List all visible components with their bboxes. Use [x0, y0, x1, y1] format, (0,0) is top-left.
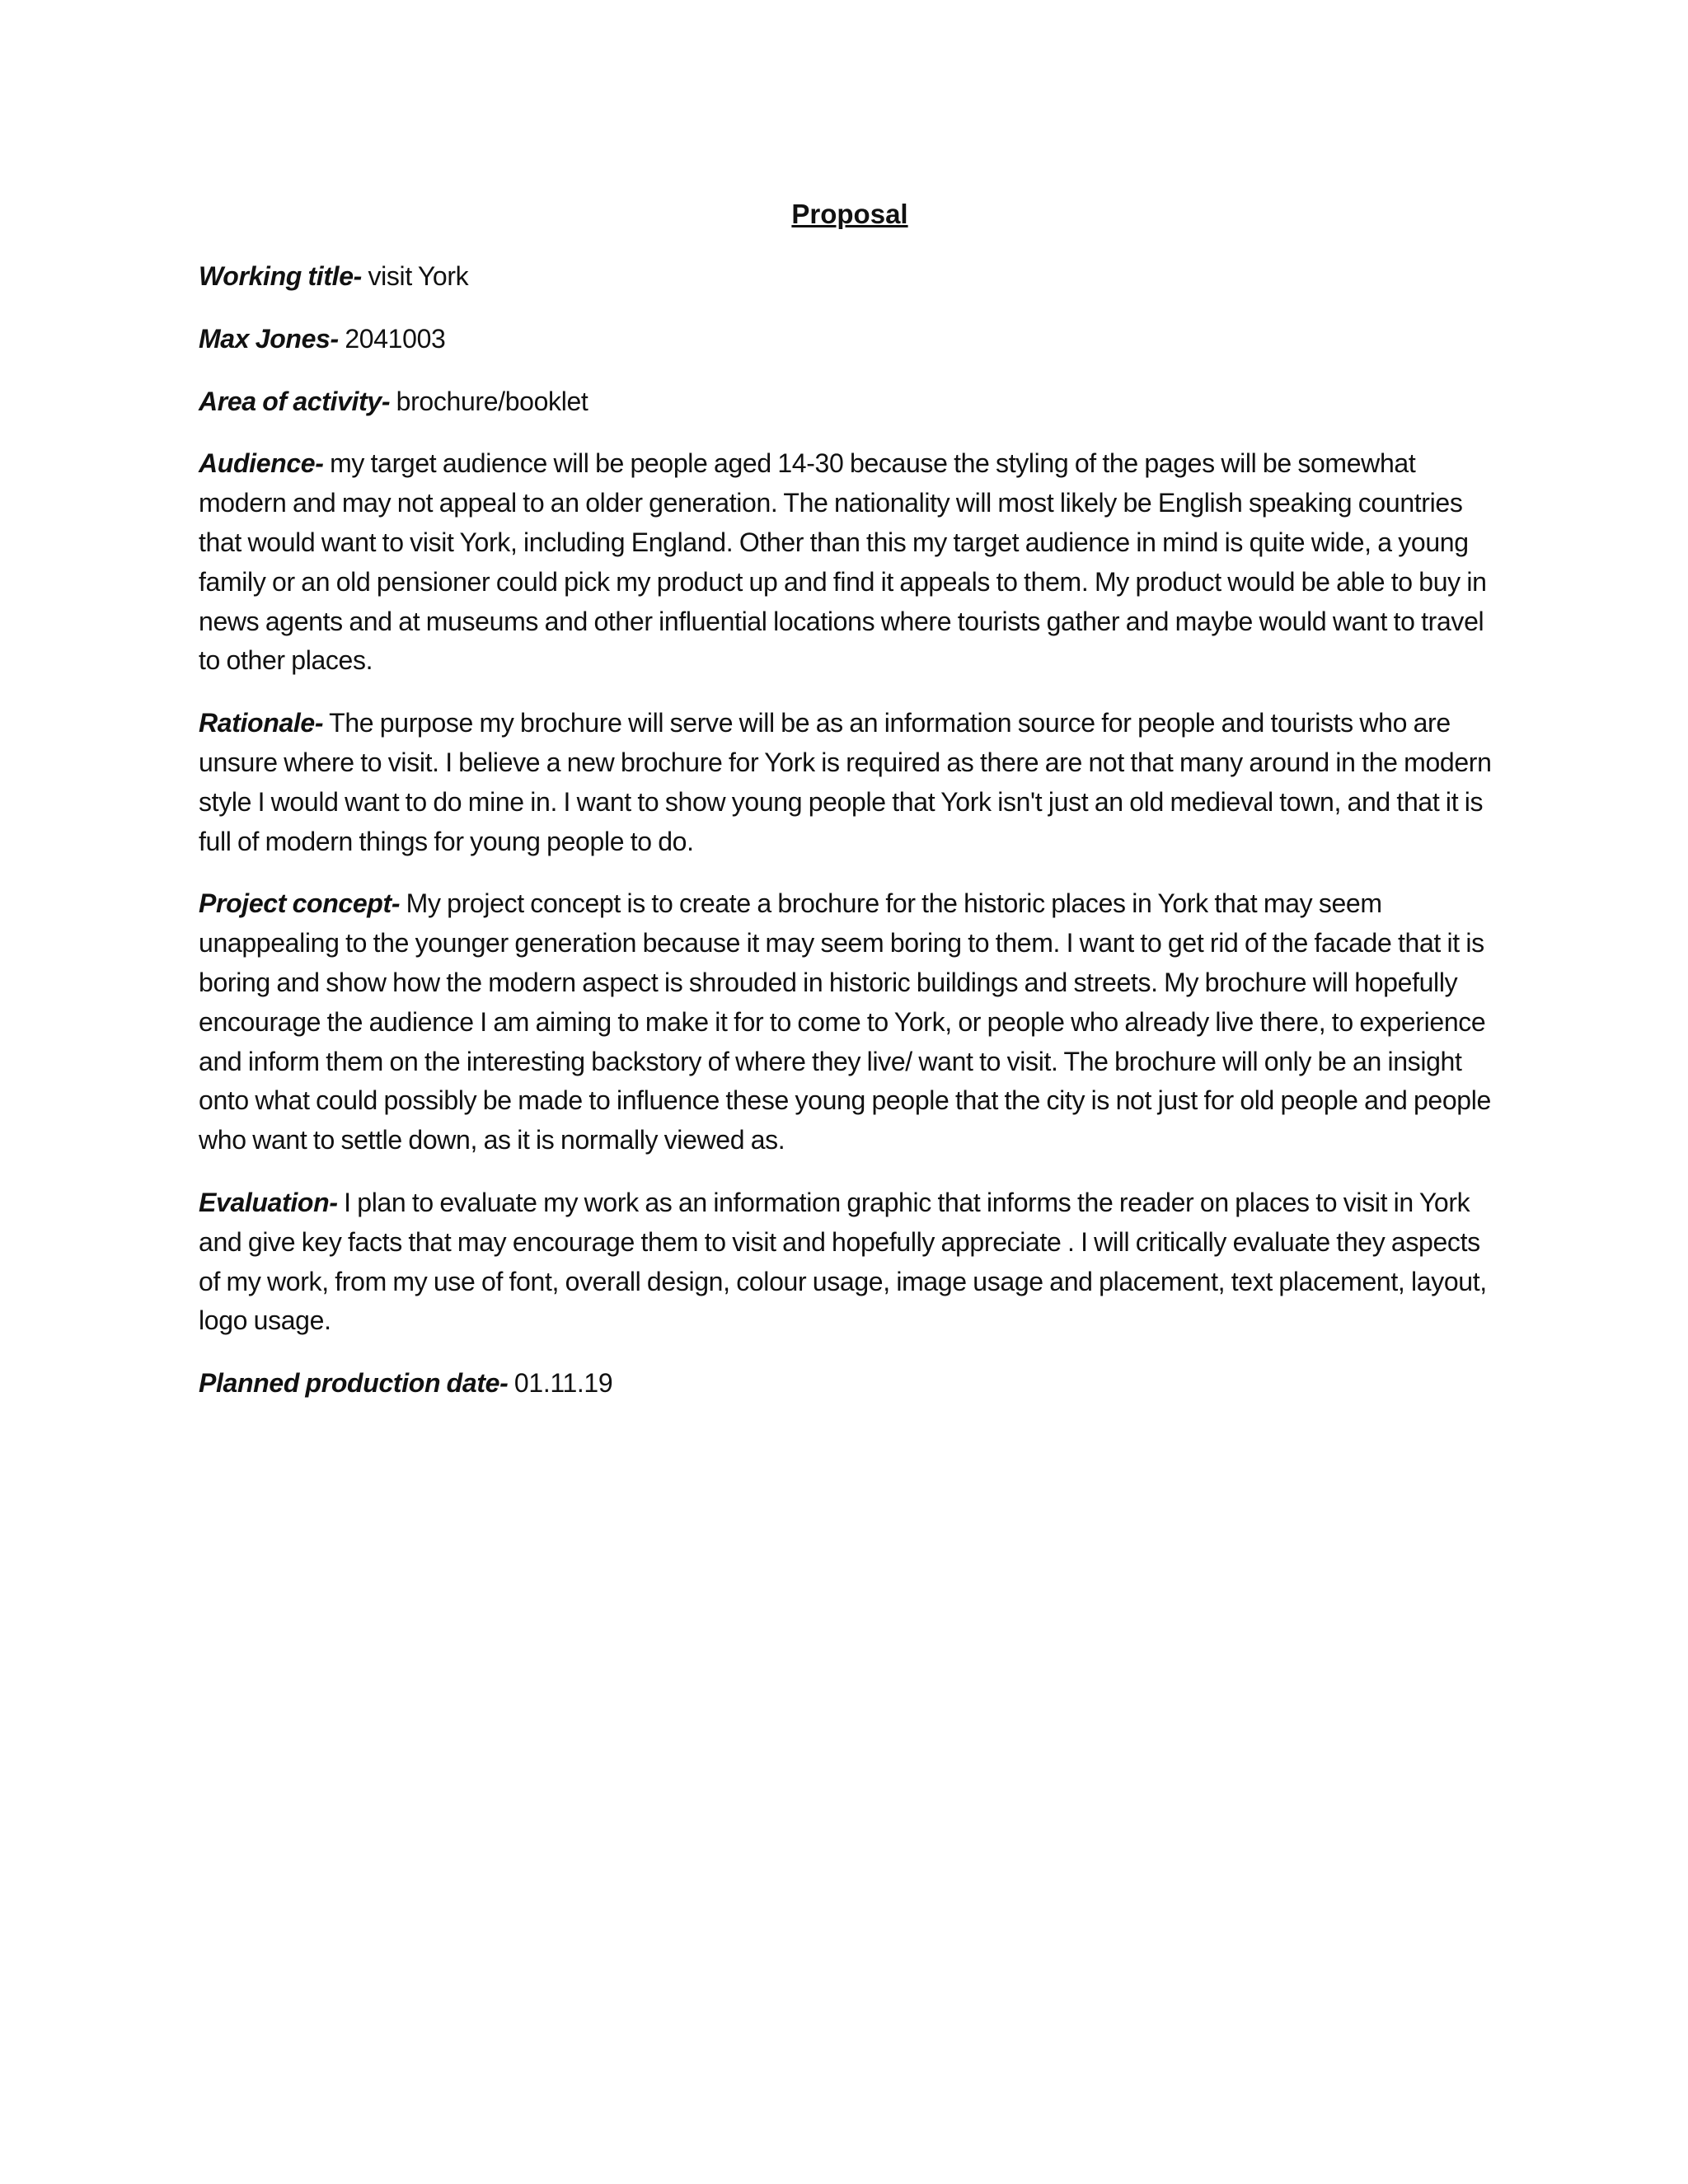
- section-label: Evaluation-: [199, 1187, 338, 1217]
- section-label: Rationale-: [199, 708, 324, 738]
- section-text: I plan to evaluate my work as an information graphic that informs the reader on places to visit in York and give key facts that may encourage them to visit and hopefully appreciate . I will critically evaluate they aspects of my work, from my use of font, overall design, colour usage, image usage and placement, text placement, layout, logo usage.: [199, 1187, 1487, 1336]
- audience-section: [199, 444, 1501, 681]
- working-title-field: [199, 257, 1501, 297]
- author-field: [199, 320, 1501, 359]
- area-of-activity-field: [199, 382, 1501, 422]
- project-concept-section: [199, 884, 1501, 1160]
- field-label: Max Jones-: [199, 323, 339, 354]
- section-label: Project concept-: [199, 888, 401, 919]
- section-text: My project concept is to create a brochure for the historic places in York that may seem unappealing to the younger generation because it may seem boring to them. I want to get rid of the facade that it is boring and show how the modern aspect is shrouded in historic buildings and streets. My brochure will hopefully encourage the audience I am aiming to make it for to come to York, or people who already live there, to experience and inform them on the interesting backstory of where they live/ want to visit. The brochure will only be an insight onto what could possibly be made to influence these young people that the city is not just for old people and people who want to settle down, as it is normally viewed as.: [199, 888, 1491, 1155]
- page-title: Proposal: [791, 199, 908, 229]
- field-label: Working title-: [199, 261, 362, 291]
- document-body: [199, 194, 1501, 1427]
- planned-production-date-field: [199, 1364, 1501, 1404]
- section-text: The purpose my brochure will serve will be as an information source for people and tourists who are unsure where to visit. I believe a new brochure for York is required as there are not that many around in the modern style I would want to do mine in. I want to show young people that York isn't just an old medieval town, and that it is full of modern things for young people to do.: [199, 708, 1492, 856]
- field-label: Planned production date-: [199, 1368, 509, 1399]
- rationale-section: [199, 704, 1501, 861]
- field-value: brochure/booklet: [390, 386, 588, 416]
- section-label: Audience-: [199, 448, 324, 479]
- evaluation-section: [199, 1183, 1501, 1341]
- field-label: Area of activity-: [199, 386, 391, 416]
- field-value: 2041003: [338, 323, 446, 354]
- section-text: my target audience will be people aged 14-30 because the styling of the pages will be somewhat modern and may not appeal to an older generation. The nationality will most likely be English speaking countries that would want to visit York, including England. Other than this my target audience in mind is quite wide, a young family or an old pensioner could pick my product up and find it appeals to them. My product would be able to buy in news agents and at museums and other influential locations where tourists gather and maybe would want to travel to other places.: [199, 448, 1487, 676]
- field-value: 01.11.19: [508, 1368, 613, 1399]
- field-value: visit York: [361, 261, 469, 291]
